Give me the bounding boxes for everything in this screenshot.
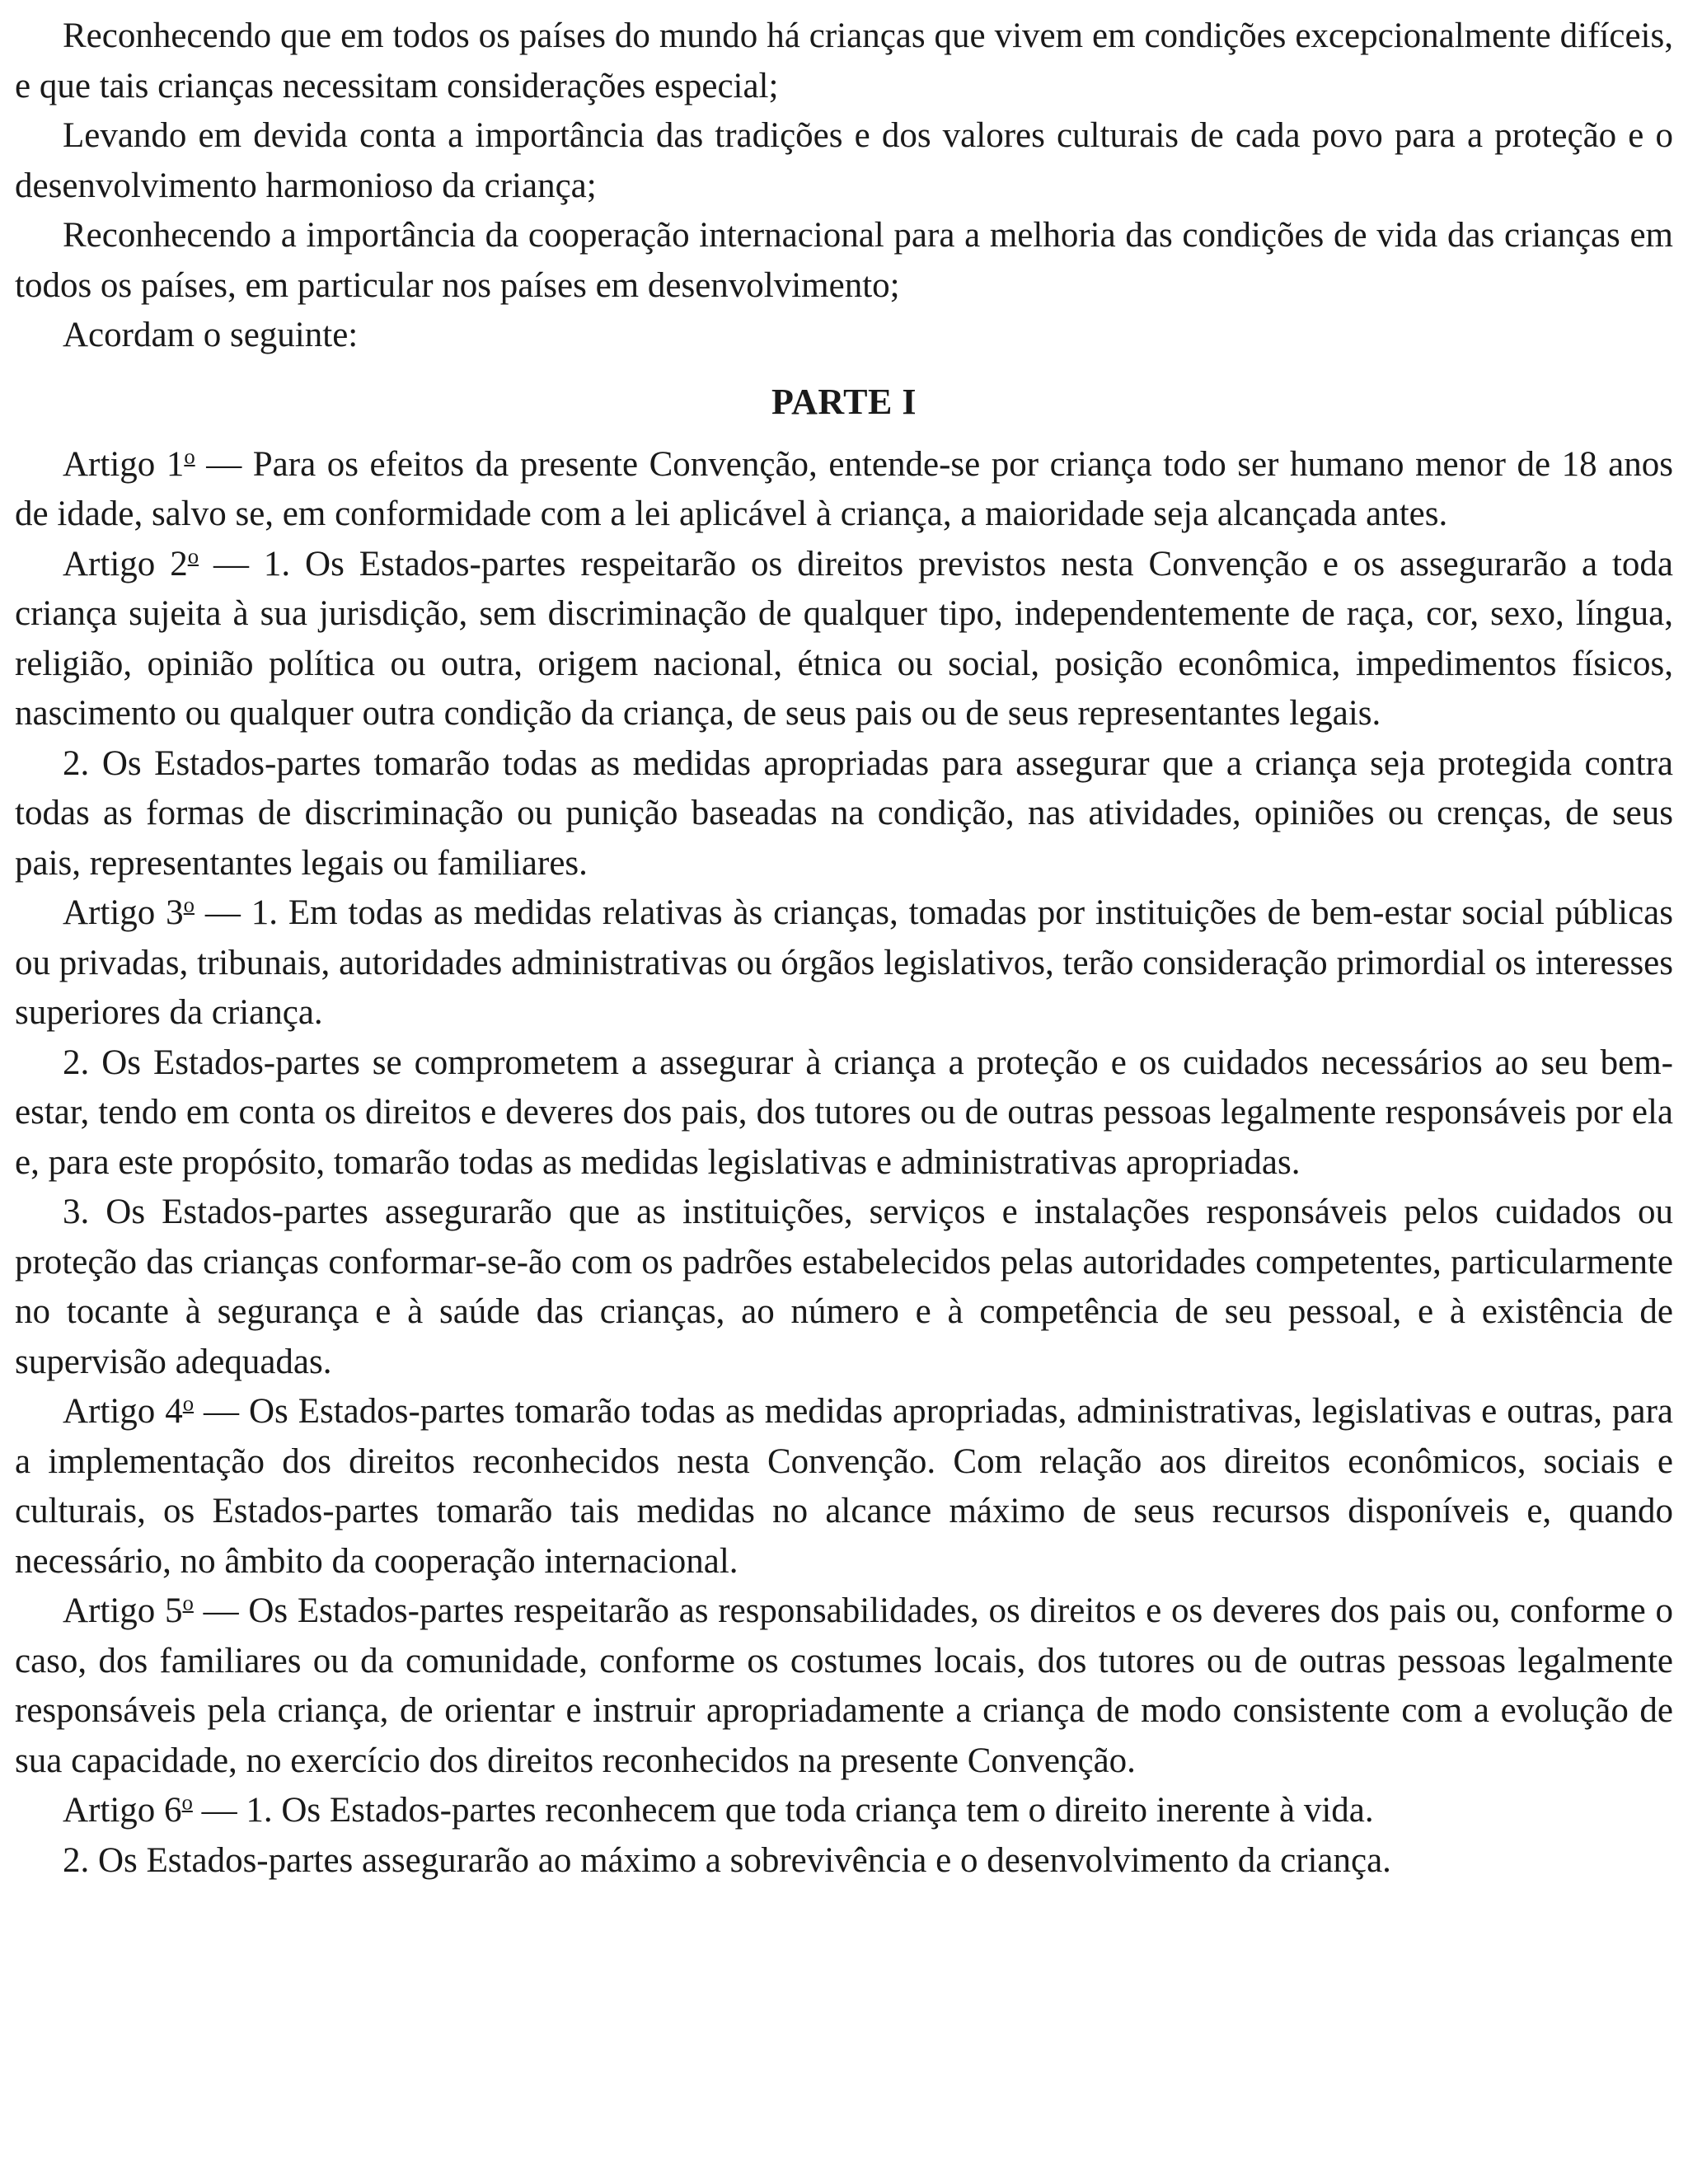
ordinal-indicator: o bbox=[184, 443, 195, 468]
article-1-text: — Para os efeitos da presente Convenção, entende-se por criança todo ser humano menor de 18 anos de idade, salvo se, em conformidade com a lei aplicável à criança, a maioridade seja alcançada antes. bbox=[15, 444, 1673, 533]
ordinal-indicator: o bbox=[187, 542, 199, 568]
ordinal-indicator: o bbox=[182, 1390, 195, 1416]
document-page bbox=[15, 12, 1673, 1886]
intro-paragraph-4: Acordam o seguinte: bbox=[63, 316, 359, 354]
article-6-label: Artigo 6 bbox=[63, 1791, 182, 1830]
article-6-text: — 1. Os Estados-partes reconhecem que toda criança tem o direito inerente à vida. bbox=[192, 1791, 1374, 1830]
ordinal-indicator: o bbox=[181, 1789, 193, 1815]
intro-paragraph-3: Reconhecendo a importância da cooperação internacional para a melhoria das condições de vida das crianças em todos os países, em particular nos países em desenvolvimento; bbox=[15, 216, 1673, 305]
part-title: PARTE I bbox=[771, 381, 917, 422]
article-6-paragraph bbox=[15, 1786, 1673, 1836]
article-1-paragraph bbox=[15, 440, 1673, 540]
intro-paragraph-1: Reconhecendo que em todos os países do mundo há crianças que vivem em condições excepcionalmente difíceis, e que tais crianças necessitam considerações especial; bbox=[15, 16, 1673, 105]
article-6-item-2: 2. Os Estados-partes assegurarão ao máximo a sobrevivência e o desenvolvimento da criança. bbox=[63, 1840, 1391, 1880]
article-4-paragraph bbox=[15, 1387, 1673, 1586]
ordinal-indicator: o bbox=[182, 1590, 194, 1615]
article-2-label: Artigo 2 bbox=[63, 544, 188, 583]
article-3-label: Artigo 3 bbox=[63, 893, 184, 932]
article-5-label: Artigo 5 bbox=[63, 1591, 183, 1630]
article-3-item-3: 3. Os Estados-partes assegurarão que as instituições, serviços e instalações responsáveis pelos cuidados ou proteção das crianças conformar-se-ão com os padrões estabelecidos pelas autoridades competentes, particularmente no tocante à segurança e à saúde das crianças, ao número e à competência de seu pessoal, e à existência de supervisão adequadas. bbox=[15, 1193, 1673, 1381]
article-3-text: — 1. Em todas as medidas relativas às crianças, tomadas por instituições de bem-estar social públicas ou privadas, tribunais, autoridades administrativas ou órgãos legislativos, terão consideração primordial os interesses superiores da criança. bbox=[15, 893, 1673, 1032]
article-4-label: Artigo 4 bbox=[63, 1392, 183, 1431]
ordinal-indicator: o bbox=[183, 892, 195, 917]
article-3-paragraph bbox=[15, 888, 1673, 1038]
article-4-text: — Os Estados-partes tomarão todas as medidas apropriadas, administrativas, legislativas e outras, para a implementação dos direitos reconhecidos nesta Convenção. Com relação aos direitos econômicos, sociais e culturais, os Estados-partes tomarão tais medidas no alcance máximo de seus recursos disponíveis e, quando necessário, no âmbito da cooperação internacional. bbox=[15, 1392, 1673, 1581]
article-2-item-2: 2. Os Estados-partes tomarão todas as medidas apropriadas para assegurar que a criança seja protegida contra todas as formas de discriminação ou punição baseadas na condição, nas atividades, opiniões ou crenças, de seus pais, representantes legais ou familiares. bbox=[15, 743, 1673, 883]
article-3-item-2: 2. Os Estados-partes se comprometem a assegurar à criança a proteção e os cuidados necessários ao seu bem-estar, tendo em conta os direitos e deveres dos pais, dos tutores ou de outras pessoas legalmente responsáveis por ela e, para este propósito, tomarão todas as medidas legislativas e administrativas apropriadas. bbox=[15, 1043, 1673, 1182]
intro-paragraph-2: Levando em devida conta a importância das tradições e dos valores culturais de cada povo para a proteção e o desenvolvimento harmonioso da criança; bbox=[15, 116, 1673, 205]
article-2-text: — 1. Os Estados-partes respeitarão os direitos previstos nesta Convenção e os assegurarão a toda criança sujeita à sua jurisdição, sem discriminação de qualquer tipo, independentemente de raça, cor, sexo, língua, religião, opinião política ou outra, origem nacional, étnica ou social, posição econômica, impedimentos físicos, nascimento ou qualquer outra condição da criança, de seus pais ou de seus representantes legais. bbox=[15, 544, 1673, 733]
article-5-text: — Os Estados-partes respeitarão as responsabilidades, os direitos e os deveres dos pais ou, conforme o caso, dos familiares ou da comunidade, conforme os costumes locais, dos tutores ou de outras pessoas legalmente responsáveis pela criança, de orientar e instruir apropriadamente a criança de modo consistente com a evolução de sua capacidade, no exercício dos direitos reconhecidos na presente Convenção. bbox=[15, 1591, 1673, 1780]
article-5-paragraph bbox=[15, 1586, 1673, 1786]
article-2-paragraph bbox=[15, 540, 1673, 739]
article-1-label: Artigo 1 bbox=[63, 444, 185, 484]
